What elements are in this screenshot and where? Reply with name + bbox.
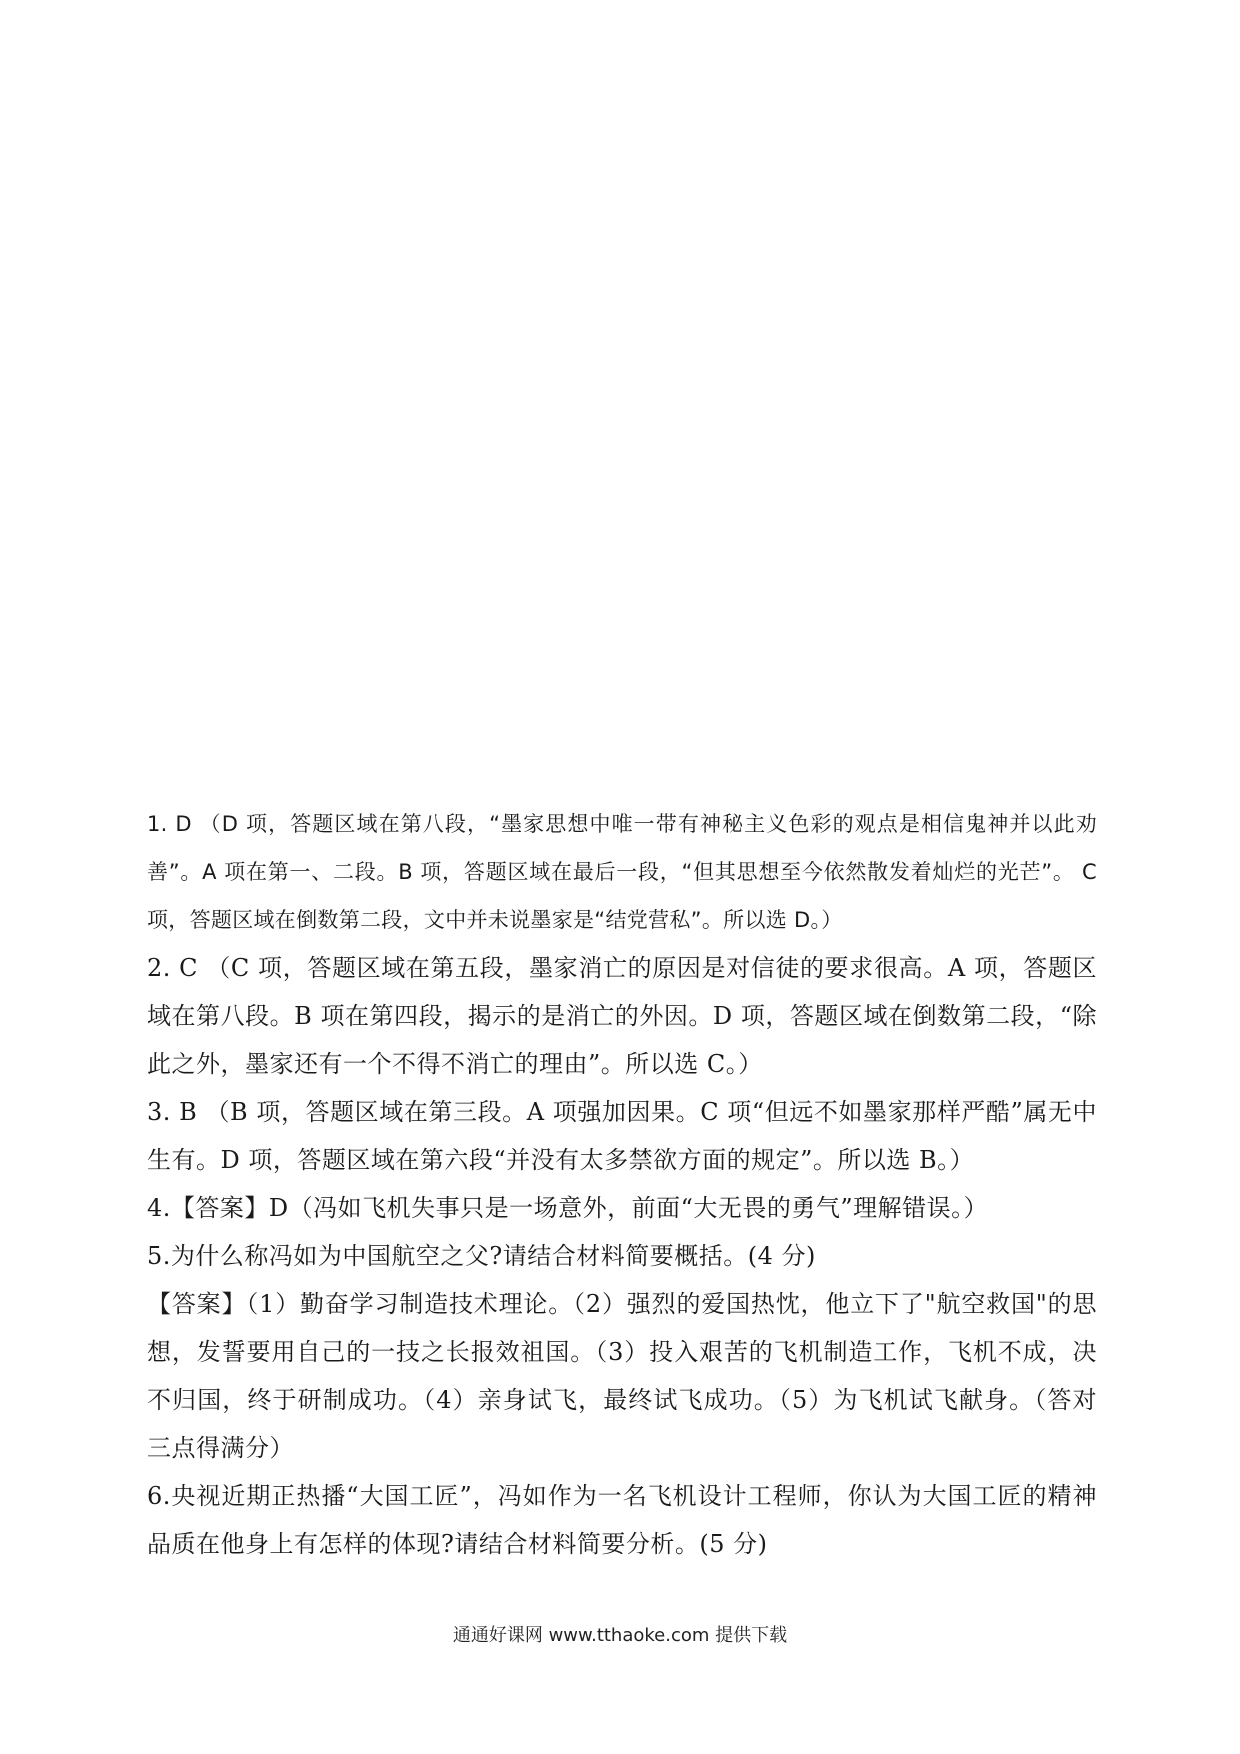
answer-paragraph-3: 3. B （B 项，答题区域在第三段。A 项强加因果。C 项“但远不如墨家那样严酷”属无中生有。D 项，答题区域在第六段“并没有太多禁欲方面的规定”。所以选 B。） bbox=[147, 1098, 1097, 1174]
answer-paragraph-5: 【答案】（1）勤奋学习制造技术理论。（2）强烈的爱国热忱，他立下了"航空救国"的思想，发誓要用自己的一技之长报效祖国。（3）投入艰苦的飞机制造工作，飞机不成，决不归国，终于研制成功。（4）亲身试飞，最终试飞成功。（5）为飞机试飞献身。（答对三点得满分） bbox=[147, 1290, 1097, 1462]
page-footer: 通通好课网 www.tthaoke.com 提供下载 bbox=[452, 1625, 788, 1646]
answer-paragraph-4: 4.【答案】D（冯如飞机失事只是一场意外，前面“大无畏的勇气”理解错误。） bbox=[147, 1194, 989, 1222]
answer-paragraph-2: 2. C （C 项，答题区域在第五段，墨家消亡的原因是对信徒的要求很高。A 项，答题区域在第八段。B 项在第四段，揭示的是消亡的外因。D 项，答题区域在倒数第二段，“除此之外，墨家还有一个不得不消亡的理由”。所以选 C。） bbox=[147, 954, 1097, 1078]
answer-paragraph-1: 1. D （D 项，答题区域在第八段，“墨家思想中唯一带有神秘主义色彩的观点是相信鬼神并以此劝善”。A 项在第一、二段。B 项，答题区域在最后一段，“但其思想至今依然散发着灿烂的光芒”。 C 项，答题区域在倒数第二段，文中并未说墨家是“结党营私”。所以选 D。） bbox=[147, 812, 1097, 932]
question-5: 5.为什么称冯如为中国航空之父?请结合材料简要概括。(4 分) bbox=[147, 1242, 816, 1270]
question-6: 6.央视近期正热播“大国工匠”，冯如作为一名飞机设计工程师，你认为大国工匠的精神品质在他身上有怎样的体现?请结合材料简要分析。(5 分) bbox=[147, 1482, 1097, 1558]
answer-content bbox=[147, 800, 1097, 1568]
